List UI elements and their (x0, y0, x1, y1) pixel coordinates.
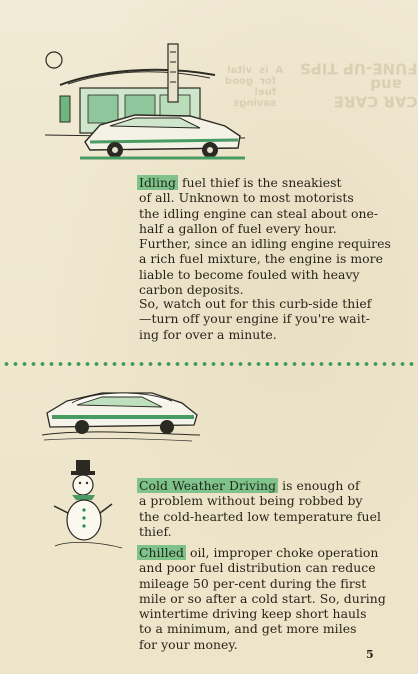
chilled-line: mileage 50 per-cent during the first (139, 575, 367, 591)
chilled-line: and poor fuel distribution can reduce (139, 560, 376, 576)
idling-closing-line: —turn off your engine if you're wait- (139, 311, 371, 327)
idling-line: fuel thief is the sneakiest (177, 175, 342, 190)
idling-line: carbon deposits. (139, 282, 244, 298)
idling-line: a rich fuel mixture, the engine is more (139, 251, 384, 267)
chilled-line: oil, improper choke operation (185, 545, 379, 560)
cold-weather-line: a problem without being robbed by (139, 493, 363, 509)
gas-station-car-illustration (40, 40, 250, 165)
idling-closing-paragraph (139, 296, 399, 342)
idling-line: liable to become fouled with heavy (139, 266, 360, 282)
cold-weather-line: the cold-hearted low temperature fuel (139, 508, 381, 524)
chilled-highlight: Chilled (139, 545, 184, 560)
chilled-line: to a minimum, and get more miles (139, 621, 357, 637)
idling-line: the idling engine can steal about one- (139, 205, 379, 221)
idling-closing-line: So, watch out for this curb-side thief (139, 296, 372, 311)
cold-weather-paragraph (139, 478, 399, 539)
chilled-line: mile or so after a cold start. So, during (139, 590, 386, 606)
dotted-divider (2, 361, 416, 367)
chilled-oil-paragraph (139, 545, 399, 652)
cold-weather-line: thief. (139, 523, 172, 539)
idling-closing-line: ing for over a minute. (139, 326, 277, 342)
idling-line: of all. Unknown to most motorists (139, 190, 354, 206)
chilled-line: wintertime driving keep short hauls (139, 606, 367, 622)
bleed-through-heading: CAR CARE and FUNE-UP TIPS (300, 59, 418, 111)
idling-highlight: Idling (139, 175, 176, 190)
snowman-illustration (50, 458, 130, 558)
idling-line: half a gallon of fuel every hour. (139, 220, 337, 236)
page-number: 5 (366, 648, 374, 661)
cold-weather-highlight: Cold Weather Driving (139, 478, 277, 493)
idling-line: Further, since an idling engine requires (139, 236, 391, 252)
cold-weather-line: is enough of (278, 478, 360, 493)
idling-paragraph (139, 175, 399, 297)
snow-covered-car-illustration (42, 383, 202, 445)
bleed-through-text: A is vital for good fuel savings (225, 65, 284, 109)
chilled-line: for your money. (139, 636, 238, 652)
